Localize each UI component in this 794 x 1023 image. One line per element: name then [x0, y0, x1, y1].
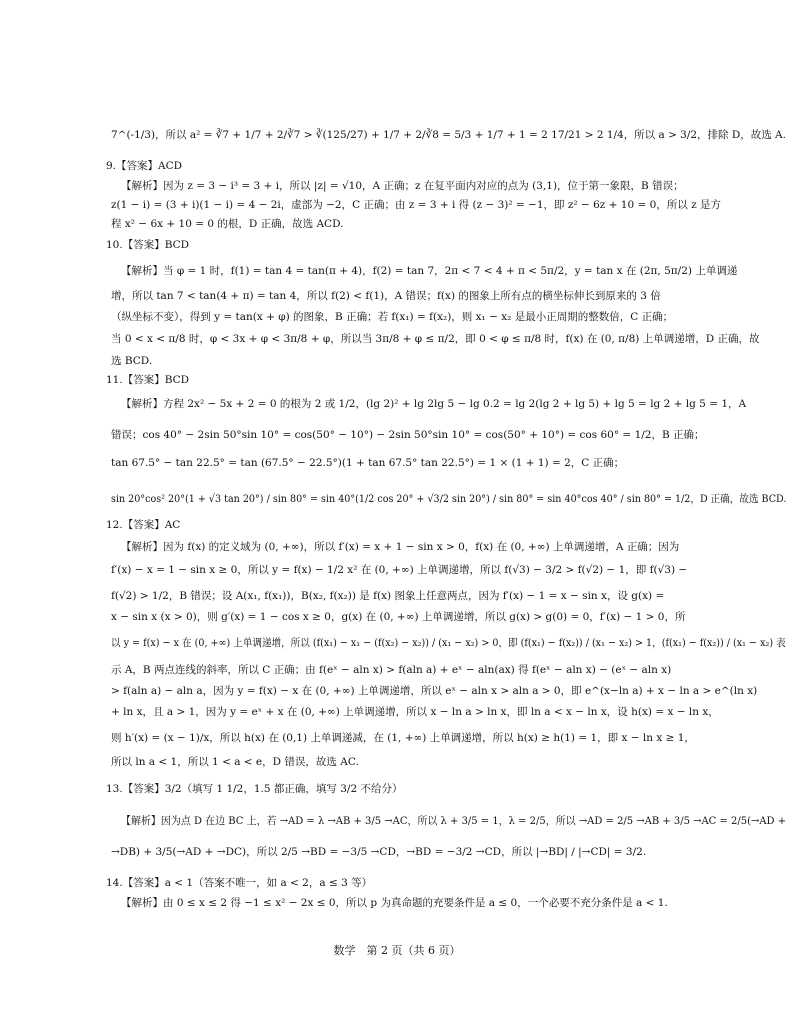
text-line: 【解析】由 0 ≤ x ≤ 2 得 −1 ≤ x² − 2x ≤ 0，所以 p 为真命题的充要条件是 a ≤ 0，一个必要不充分条件是 a < 1.: [121, 897, 668, 909]
text-line: f(√2) > 1/2，B 错误；设 A(x₁, f(x₁))，B(x₂, f(x₂)) 是 f(x) 图象上任意两点，因为 f′(x) − 1 = x − sin x，设 g(x) =: [111, 590, 665, 602]
text-line: f′(x) − x = 1 − sin x ≥ 0，所以 y = f(x) − 1/2 x² 在 (0, +∞) 上单调递增，所以 f(√3) − 3/2 > f(√2) − 1，即 f(√3) −: [111, 564, 688, 576]
answer-heading-11: 11.【答案】BCD: [106, 374, 190, 386]
text-line: 【解析】因为 z = 3 − i³ = 3 + i，所以 |z| = √10，A 正确；z 在复平面内对应的点为 (3,1)，位于第一象限，B 错误；: [121, 180, 684, 192]
text-line: 所以 ln a < 1，所以 1 < a < e，D 错误，故选 AC.: [111, 756, 359, 768]
text-line: 以 y = f(x) − x 在 (0, +∞) 上单调递增，所以 (f(x₁) − x₁ − (f(x₂) − x₂)) / (x₁ − x₂) > 0，即 (f(x₁) − f(x₂)) / (x₁ − x₂) > 1，(f(x₁) − f(x₂)) / (x₁ − x₂) 表: [111, 637, 786, 649]
answer-heading-12: 12.【答案】AC: [106, 519, 181, 531]
text-line: 7^(-1/3)，所以 a² = ∛7 + 1/7 + 2/∛7 > ∛(125/27) + 1/7 + 2/∛8 = 5/3 + 1/7 + 1 = 2 17/21 > 2 1/4，所以 a > 3/2，排除 D，故选 A.: [111, 129, 786, 141]
text-line: sin 20°cos² 20°(1 + √3 tan 20°) / sin 80° = sin 40°(1/2 cos 20° + √3/2 sin 20°) / sin 80° = sin 40°cos 40° / sin 80° = 1/2，D 正确，故选 BCD.: [111, 493, 787, 505]
text-line: tan 67.5° − tan 22.5° = tan (67.5° − 22.5°)(1 + tan 67.5° tan 22.5°) = 1 × (1 + 1) = 2，C 正确；: [111, 457, 625, 469]
text-line: 错误；cos 40° − 2sin 50°sin 10° = cos(50° − 10°) − 2sin 50°sin 10° = cos(50° + 10°) = cos 60° = 1/2，B 正确；: [111, 429, 705, 441]
text-line: 增，所以 tan 7 < tan(4 + π) = tan 4，所以 f(2) < f(1)，A 错误；f(x) 的图象上所有点的横坐标伸长到原来的 3 倍: [111, 290, 661, 302]
text-line: 【解析】因为点 D 在边 BC 上，若 →AD = λ →AB + 3/5 →AC，所以 λ + 3/5 = 1，λ = 2/5，所以 →AD = 2/5 →AB + 3/5 →AC = 2/5(→AD +: [121, 815, 787, 827]
text-line: 则 h′(x) = (x − 1)/x，所以 h(x) 在 (0,1) 上单调递减，在 (1, +∞) 上单调递增，所以 h(x) ≥ h(1) = 1，即 x − ln x ≥ 1，: [111, 732, 695, 744]
text-line: 程 x² − 6x + 10 = 0 的根，D 正确，故选 ACD.: [111, 218, 344, 230]
text-line: z(1 − i) = (3 + i)(1 − i) = 4 − 2i，虚部为 −2，C 正确；由 z = 3 + i 得 (z − 3)² = −1，即 z² − 6z + 10 = 0，所以 z 是方: [111, 199, 721, 211]
text-line: 【解析】方程 2x² − 5x + 2 = 0 的根为 2 或 1/2，(lg 2)² + lg 2lg 5 − lg 0.2 = lg 2(lg 2 + lg 5) + lg 5 = lg 2 + lg 5 = 1，A: [121, 398, 747, 410]
answer-heading-10: 10.【答案】BCD: [106, 239, 190, 251]
text-line: 当 0 < x < π/8 时，φ < 3x + φ < 3π/8 + φ，所以当 3π/8 + φ ≤ π/2，即 0 < φ ≤ π/8 时，f(x) 在 (0, π/8) 上单调递增，D 正确，故: [111, 333, 760, 345]
page-footer: 数学 第 2 页（共 6 页）: [333, 944, 461, 957]
text-line: 选 BCD.: [111, 355, 153, 367]
text-line: →DB) + 3/5(→AD + →DC)，所以 2/5 →BD = −3/5 →CD，→BD = −3/2 →CD，所以 |→BD| / |→CD| = 3/2.: [111, 846, 647, 858]
answer-heading-9: 9.【答案】ACD: [106, 160, 183, 172]
text-line: 示 A，B 两点连线的斜率，所以 C 正确；由 f(eˣ − aln x) > f(aln a) + eˣ − aln(ax) 得 f(eˣ − aln x) − (eˣ − aln x): [111, 664, 672, 676]
text-line: + ln x，且 a > 1，因为 y = eˣ + x 在 (0, +∞) 上单调递增，所以 x − ln a > ln x，即 ln a < x − ln x，设 h(x) = x − ln x，: [111, 706, 719, 718]
text-line: 【解析】当 φ = 1 时，f(1) = tan 4 = tan(π + 4)，f(2) = tan 7，2π < 7 < 4 + π < 5π/2，y = tan x 在 (2π, 5π/2) 上单调递: [121, 265, 738, 277]
text-line: 【解析】因为 f(x) 的定义域为 (0, +∞)，所以 f′(x) = x + 1 − sin x > 0，f(x) 在 (0, +∞) 上单调递增，A 正确；因为: [121, 541, 680, 553]
answer-heading-14: 14.【答案】a < 1（答案不唯一，如 a < 2，a ≤ 3 等）: [106, 877, 373, 889]
text-line: > f(aln a) − aln a，因为 y = f(x) − x 在 (0, +∞) 上单调递增，所以 eˣ − aln x > aln a > 0，即 e^(x−ln a) + x − ln a > e^(ln x): [111, 685, 758, 697]
text-line: x − sin x (x > 0)，则 g′(x) = 1 − cos x ≥ 0，g(x) 在 (0, +∞) 上单调递增，所以 g(x) > g(0) = 0，f′(x) − 1 > 0，所: [111, 611, 686, 623]
answer-heading-13: 13.【答案】3/2（填写 1 1/2，1.5 都正确，填写 3/2 不给分）: [106, 783, 403, 795]
text-line: （纵坐标不变），得到 y = tan(x + φ) 的图象，B 正确；若 f(x₁) = f(x₂)，则 x₁ − x₂ 是最小正周期的整数倍，C 正确；: [111, 311, 674, 323]
